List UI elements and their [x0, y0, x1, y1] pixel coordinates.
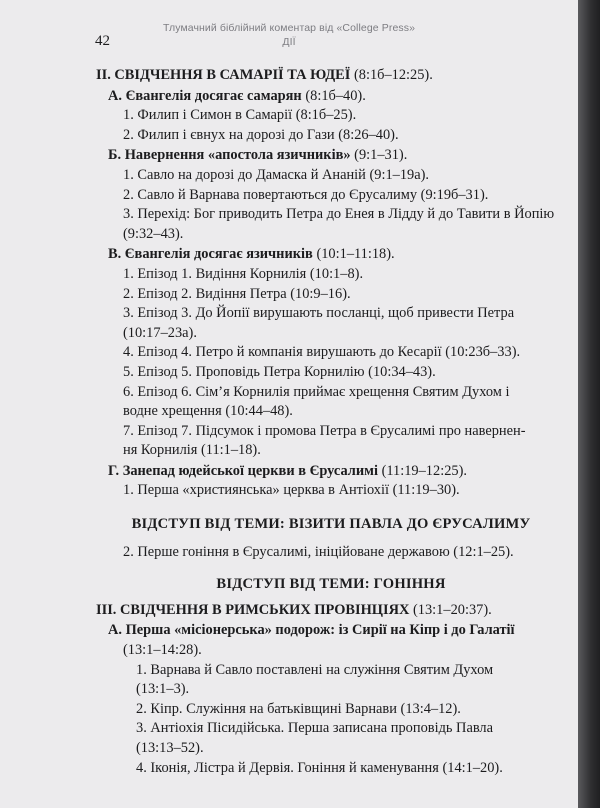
section-heading-2 [96, 66, 566, 86]
section-heading-3 [96, 601, 566, 621]
subsection-heading [96, 462, 566, 482]
outline-item: 2. Савло й Варнава повертаються до Єрусалиму (9:19б–31). [123, 186, 489, 203]
subsection-range: (13:1–14:28). [123, 642, 202, 659]
section-range: (13:1–20:37). [413, 601, 492, 618]
page-number: 42 [95, 33, 110, 49]
outline-item: 2. Филип і євнух на дорозі до Гази (8:26–40). [123, 126, 399, 143]
outline-item: 1. Филип і Симон в Самарії (8:1б–25). [123, 107, 357, 124]
outline-item: 1. Савло на дорозі до Дамаска й Ананій (9:1–19а). [123, 166, 430, 183]
page-edge [578, 0, 600, 808]
outline-item: 4. Іконія, Лістра й Дервія. Гоніння й каменування (14:1–20). [136, 759, 503, 776]
running-title: Тлумачний біблійний коментар від «College Press» [162, 22, 416, 34]
subsection-heading [96, 245, 566, 265]
subsection-range: (10:1–11:18). [316, 246, 395, 263]
subsection-heading [96, 621, 566, 641]
subsection-range: (9:1–31). [354, 147, 408, 164]
outline-item: 3. Перехід: Бог приводить Петра до Енея в Лідду й до Тавити в Йопію (9:32–43). [123, 206, 555, 242]
outline-item: 2. Кіпр. Служіння на батьківщині Варнави (13:4–12). [136, 700, 461, 717]
outline-item-continued: ня Корнилія (11:1–18). [123, 442, 261, 459]
outline-item: 2. Епізод 2. Видіння Петра (10:9–16). [123, 285, 351, 302]
outline-item: 1. Епізод 1. Видіння Корнилія (10:1–8). [123, 265, 364, 282]
subsection-title: А. Євангелія досягає самарян [108, 87, 302, 104]
outline-item: 1. Перша «християнська» церква в Антіохії (11:19–30). [123, 482, 460, 499]
outline-item-continued: (13:1–3). [136, 681, 190, 698]
section-title: ІІ. СВІДЧЕННЯ В САМАРІЇ ТА ЮДЕЇ [96, 67, 351, 83]
outline-item: 3. Антіохія Пісидійська. Перша записана проповідь Павла [136, 720, 494, 737]
outline-item: 1. Варнава й Савло поставлені на служіння Святим Духом [136, 661, 494, 678]
section-title: ІІІ. СВІДЧЕННЯ В РИМСЬКИХ ПРОВІНЦІЯХ [96, 601, 410, 618]
outline-item-continued: (13:13–52). [136, 740, 204, 756]
outline-item: 3. Епізод 3. До Йопії вирушають посланці, щоб привести Петра [123, 305, 515, 322]
subsection-range: (8:1б–40). [305, 87, 366, 104]
section-range: (8:1б–12:25). [353, 67, 433, 83]
outline-item: 5. Епізод 5. Проповідь Петра Корнилію (10:34–43). [123, 363, 436, 380]
outline-item-continued: водне хрещення (10:44–48). [123, 403, 293, 420]
digression-heading: ВІДСТУП ВІД ТЕМИ: ВІЗИТИ ПАВЛА ДО ЄРУСАЛИМУ [131, 516, 531, 533]
outline-item: 2. Перше гоніння в Єрусалимі, ініційоване державою (12:1–25). [123, 543, 514, 560]
running-subtitle: ДІЇ [282, 36, 296, 48]
subsection-title: А. Перша «місіонерська» подорож: із Сирії на Кіпр і до Галатії [108, 622, 515, 639]
subsection-heading [96, 87, 566, 107]
subsection-range: (11:19–12:25). [381, 462, 467, 479]
outline [96, 66, 566, 778]
digression-heading: ВІДСТУП ВІД ТЕМИ: ГОНІННЯ [216, 576, 446, 593]
subsection-heading [96, 146, 566, 166]
outline-item: 7. Епізод 7. Підсумок і промова Петра в Єрусалимі про навернен- [123, 422, 526, 439]
outline-item-continued: (10:17–23а). [123, 324, 197, 341]
outline-item: 6. Епізод 6. Сім’я Корнилія приймає хрещення Святим Духом і [123, 383, 510, 400]
outline-item: 4. Епізод 4. Петро й компанія вирушають до Кесарії (10:23б–33). [123, 344, 521, 361]
subsection-title: Г. Занепад юдейської церкви в Єрусалимі [108, 462, 378, 479]
subsection-title: Б. Навернення «апостола язичників» [108, 147, 351, 164]
subsection-title: В. Євангелія досягає язичників [108, 246, 313, 263]
